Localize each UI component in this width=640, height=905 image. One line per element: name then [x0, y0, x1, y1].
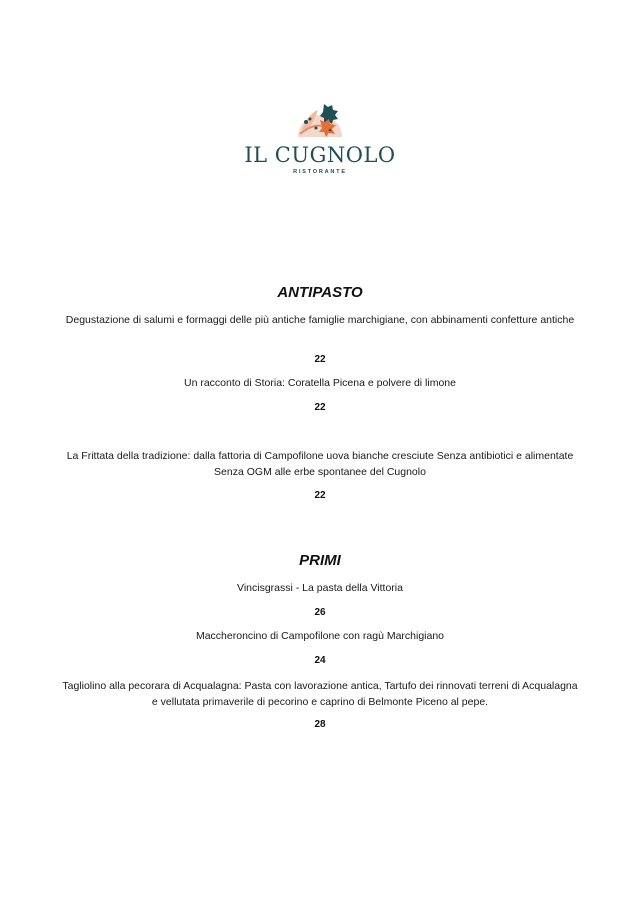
menu-item-price: 24 [314, 655, 326, 666]
menu-item-price: 22 [314, 354, 326, 365]
menu-item-price: 22 [314, 490, 326, 501]
section-title-antipasto: ANTIPASTO [277, 284, 363, 301]
menu-item-price: 22 [314, 402, 326, 413]
menu-item-description: Maccheroncino di Campofilone con ragù Marchigiano [195, 630, 445, 642]
menu-item-description: Vincisgrassi - La pasta della Vittoria [237, 582, 403, 594]
menu-item-description: La Frittata della tradizione: dalla fattoria di Campofilone uova bianche cresciute Senza antibiotici e alimentate Senza OGM alle erbe spontanee del Cugnolo [66, 450, 574, 478]
logo-subtitle: RISTORANTE [293, 169, 347, 175]
logo-name: IL CUGNOLO [244, 143, 396, 167]
menu-item-description: Tagliolino alla pecorara di Acqualagna: Pasta con lavorazione antica, Tartufo dei rinnovati terreni di Acqualagna e vellutata primaverile di pecorino e caprino di Belmonte Piceno al pepe. [62, 680, 578, 708]
section-title-primi: PRIMI [299, 552, 341, 569]
menu-item-description: Degustazione di salumi e formaggi delle più antiche famiglie marchigiane, con abbinamenti confetture antiche [65, 314, 575, 326]
menu-item-price: 26 [314, 607, 326, 618]
leaf-emblem-icon [296, 100, 344, 138]
menu-item-description: Un racconto di Storia: Coratella Picena e polvere di limone [184, 377, 456, 389]
restaurant-logo [0, 100, 640, 176]
menu-item-price: 28 [314, 719, 326, 730]
